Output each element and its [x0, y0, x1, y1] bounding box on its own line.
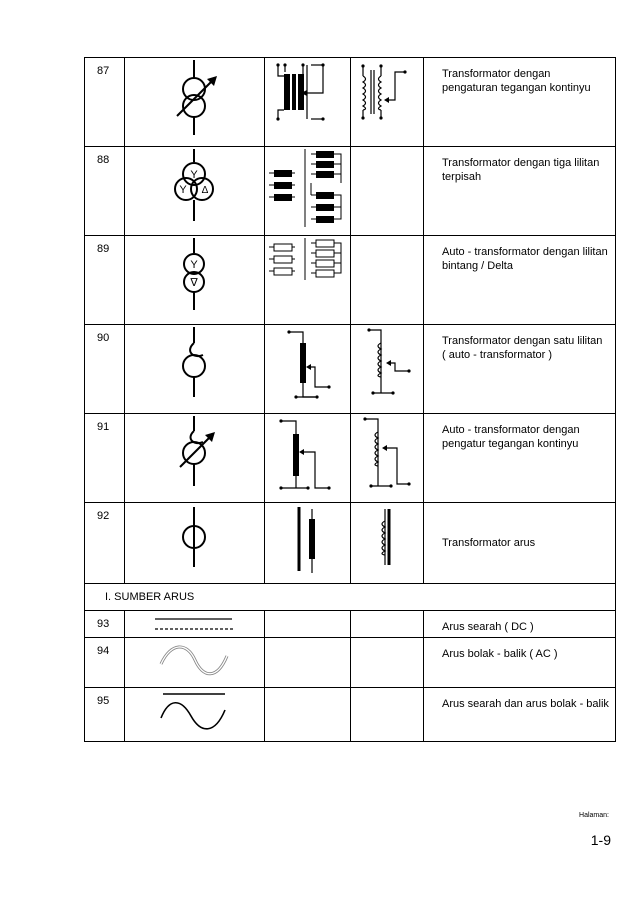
current-transformer-symbol [125, 503, 265, 583]
dc-ac-symbol [125, 688, 265, 741]
transformer-variable-coil-symbol [351, 58, 424, 146]
row-number: 91 [85, 414, 125, 503]
description: Transformator dengan tiga lilitan terpisah [424, 147, 616, 236]
symbol-cell [351, 611, 424, 638]
page-label: Halaman: [579, 812, 609, 819]
description: Auto - transformator dengan lilitan bintang / Delta [424, 236, 616, 325]
symbol-cell [351, 325, 424, 414]
three-winding-transformer-symbol [125, 147, 265, 235]
dc-symbol [125, 611, 265, 637]
delta-letter: Δ [201, 185, 209, 196]
symbol-table [84, 57, 616, 742]
row-number: 87 [85, 58, 125, 147]
current-transformer-coil-symbol [351, 503, 424, 583]
row-number: 95 [85, 688, 125, 742]
symbol-cell [125, 611, 265, 638]
table-row [85, 325, 616, 414]
table-row [85, 147, 616, 236]
star-letter: Y [190, 259, 198, 271]
auto-transformer-star-delta-symbol [125, 236, 265, 324]
auto-transformer-variable-coil-symbol [351, 414, 424, 502]
symbol-cell [265, 611, 351, 638]
symbol-cell [265, 147, 351, 236]
symbol-cell [351, 638, 424, 688]
current-transformer-core-symbol [265, 503, 351, 583]
row-number: 92 [85, 503, 125, 584]
table-row [85, 58, 616, 147]
symbol-cell [125, 58, 265, 147]
symbol-cell [125, 147, 265, 236]
symbol-cell [351, 414, 424, 503]
auto-transformer-core-symbol [265, 325, 351, 413]
symbol-cell [125, 236, 265, 325]
table-row [85, 503, 616, 584]
symbol-cell [265, 414, 351, 503]
transformer-variable-core-symbol [265, 58, 351, 146]
table-row [85, 638, 616, 688]
ac-symbol [125, 638, 265, 687]
description: Transformator arus [424, 503, 616, 584]
symbol-cell [265, 236, 351, 325]
row-number: 88 [85, 147, 125, 236]
symbol-cell [125, 688, 265, 742]
row-number: 93 [85, 611, 125, 638]
star-delta-core-symbol [265, 236, 351, 324]
table-row [85, 236, 616, 325]
star-letter: Y [179, 184, 187, 196]
auto-transformer-variable-core-symbol [265, 414, 351, 502]
symbol-cell [351, 503, 424, 584]
description: Auto - transformator dengan pengatur tegangan kontinyu [424, 414, 616, 503]
symbol-cell [265, 58, 351, 147]
table-row [85, 611, 616, 638]
page-number: 1-9 [590, 832, 611, 848]
star-letter: Y [190, 169, 198, 181]
description: Arus bolak - balik ( AC ) [424, 638, 616, 688]
symbol-cell [351, 58, 424, 147]
delta-letter: ∇ [190, 277, 198, 289]
description: Transformator dengan pengaturan tegangan kontinyu [424, 58, 616, 147]
description: Arus searah ( DC ) [424, 611, 616, 638]
section-row [85, 584, 616, 611]
symbol-cell [351, 236, 424, 325]
auto-transformer-symbol [125, 325, 265, 413]
symbol-cell [351, 147, 424, 236]
row-number: 89 [85, 236, 125, 325]
auto-transformer-coil-symbol [351, 325, 424, 413]
symbol-cell [265, 688, 351, 742]
row-number: 90 [85, 325, 125, 414]
auto-transformer-variable-symbol [125, 414, 265, 502]
symbol-cell [351, 688, 424, 742]
symbol-cell [125, 325, 265, 414]
section-title: I. SUMBER ARUS [85, 584, 616, 611]
symbol-cell [125, 503, 265, 584]
symbol-cell [125, 414, 265, 503]
symbol-cell [265, 325, 351, 414]
row-number: 94 [85, 638, 125, 688]
three-winding-core-symbol [265, 147, 351, 235]
table-row [85, 688, 616, 742]
description: Arus searah dan arus bolak - balik [424, 688, 616, 742]
symbol-cell [265, 638, 351, 688]
table-row [85, 414, 616, 503]
symbol-cell [125, 638, 265, 688]
description: Transformator dengan satu lilitan ( auto - transformator ) [424, 325, 616, 414]
symbol-cell [265, 503, 351, 584]
transformer-variable-symbol [125, 58, 265, 146]
